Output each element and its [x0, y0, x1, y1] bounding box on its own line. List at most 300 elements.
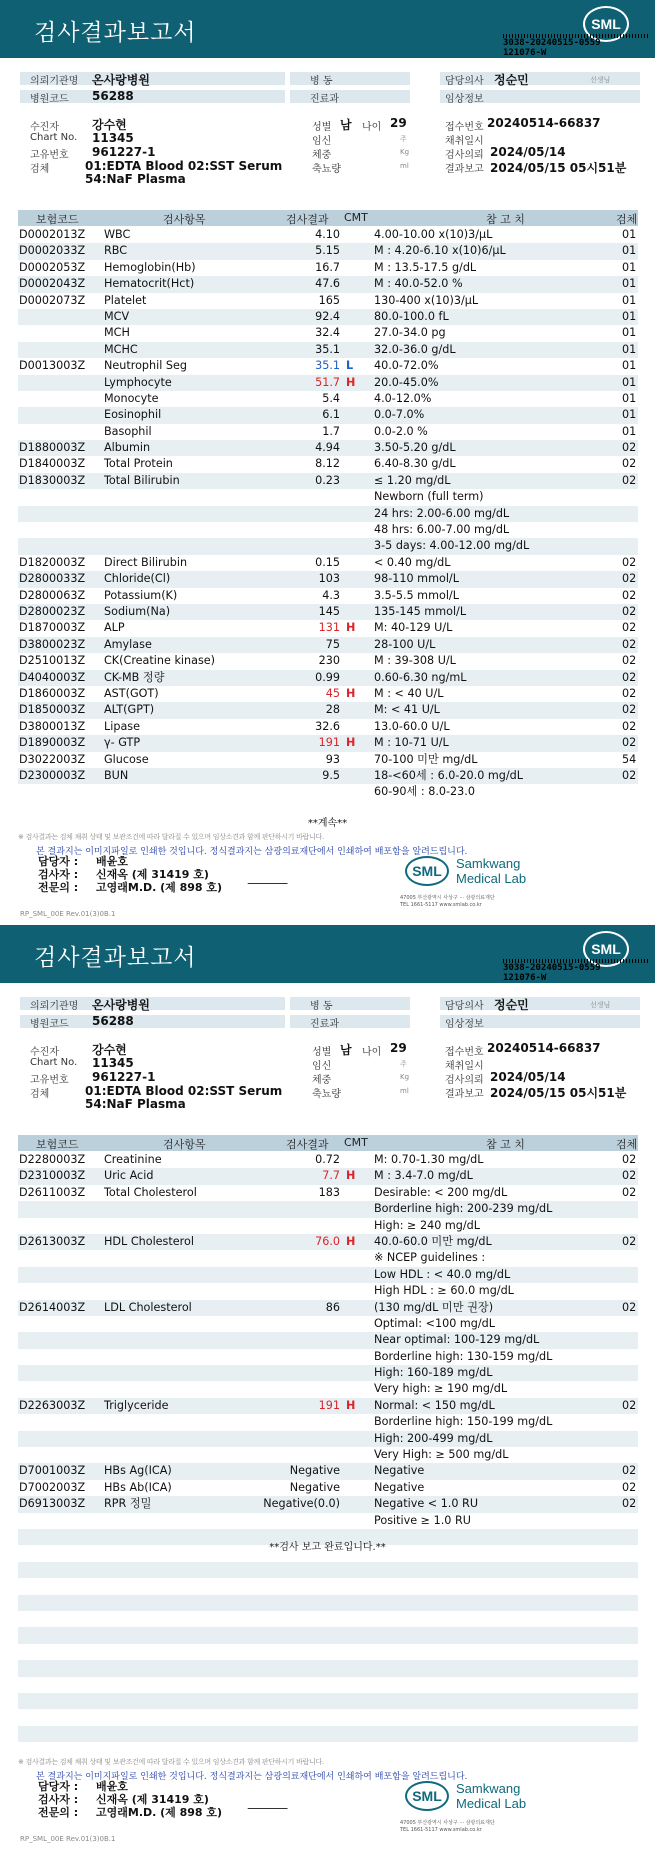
reference-range: M: < 41 U/L	[374, 703, 440, 717]
tester-name: 신재옥 (제 31419 호)	[96, 868, 209, 881]
reference-range: 28-100 U/L	[374, 637, 436, 651]
test-result: 7.7	[322, 1169, 340, 1183]
table-row	[18, 1693, 638, 1709]
sml-company-name: Samkwang Medical Lab	[456, 1781, 527, 1811]
test-name: WBC	[104, 228, 131, 241]
test-name: HBs Ag(ICA)	[104, 1464, 172, 1478]
table-row	[18, 1381, 638, 1397]
reference-range: Newborn (full term)	[374, 490, 484, 504]
result-flag: H	[346, 686, 356, 700]
specimen-code: 01	[622, 375, 637, 389]
test-code: D2263003Z	[19, 1398, 86, 1412]
specimen-code: 54	[622, 752, 637, 766]
request-label: 검사의뢰	[445, 150, 484, 161]
table-row	[18, 1463, 638, 1479]
reference-range: Negative	[374, 1464, 425, 1478]
test-result: Negative	[289, 1480, 340, 1494]
test-name: ALP	[104, 621, 125, 635]
reference-range: 70-100 미만 mg/dL	[374, 752, 478, 766]
reference-range: 40.0-72.0%	[374, 359, 439, 373]
table-row	[18, 735, 638, 751]
table-row	[18, 719, 638, 735]
reference-range: M : 40.0-52.0 %	[374, 277, 463, 291]
table-row	[18, 1332, 638, 1348]
reference-range: Borderline high: 130-159 mg/dL	[374, 1349, 553, 1363]
result-flag: H	[346, 375, 356, 389]
reference-range: M: 40-129 U/L	[374, 621, 453, 635]
test-name: LDL Cholesterol	[104, 1300, 192, 1314]
doctor-label: 담당의사	[445, 76, 484, 87]
test-code: D1870003Z	[19, 621, 86, 635]
test-name: Direct Bilirubin	[104, 555, 188, 569]
tester-name: 신재옥 (제 31419 호)	[96, 1793, 209, 1806]
specimen-code: 01	[622, 342, 637, 356]
specimen-line2: 54:NaF Plasma	[85, 172, 186, 186]
reference-range: High: 160-189 mg/dL	[374, 1366, 493, 1380]
test-result: 9.5	[322, 768, 340, 782]
request-value: 2024/05/14	[490, 145, 566, 159]
specimen-code: 02	[622, 1480, 637, 1494]
test-code: D0013003Z	[19, 359, 86, 373]
test-code: D0002053Z	[19, 260, 86, 274]
reference-range: 3.5-5.5 mmol/L	[374, 588, 459, 602]
table-row	[18, 637, 638, 653]
test-name: Monocyte	[104, 391, 159, 405]
specimen-code: 02	[622, 1398, 637, 1412]
table-row	[18, 407, 638, 423]
test-result: 93	[325, 752, 340, 766]
sml-footer-logo-icon: SML	[405, 856, 449, 886]
specimen-code: 01	[622, 391, 637, 405]
reference-range: M : 39-308 U/L	[374, 654, 456, 668]
institution-value: 온사랑병원	[92, 73, 150, 87]
revision-code: RP_SML_00E Rev.01(3)0B.1	[20, 910, 116, 918]
test-name: MCV	[104, 309, 130, 323]
reference-range: M : 4.20-6.10 x(10)6/µL	[374, 244, 506, 258]
test-result: 75	[325, 637, 340, 651]
report-title: 검사결과보고서	[34, 20, 197, 46]
specimen-code: 01	[622, 244, 637, 258]
table-row	[18, 1480, 638, 1496]
specialist-name: 고영래M.D. (제 898 호)	[96, 1806, 223, 1819]
specimen-code: 01	[622, 359, 637, 373]
test-result: 191	[318, 1398, 340, 1412]
test-result: 47.6	[315, 277, 340, 291]
specimen-label: 검체	[30, 164, 50, 175]
results-table-page-1	[18, 227, 638, 801]
specimen-code: 02	[622, 604, 637, 618]
table-row	[18, 1398, 638, 1414]
reference-range: M : 10-71 U/L	[374, 736, 449, 750]
reference-range: Negative < 1.0 RU	[374, 1497, 479, 1511]
test-name: MCH	[104, 326, 130, 340]
table-row	[18, 227, 638, 243]
reference-range: 20.0-45.0%	[374, 375, 439, 389]
test-code: D3022003Z	[19, 752, 86, 766]
specimen-line1: 01:EDTA Blood 02:SST Serum	[85, 159, 283, 173]
reference-range: Near optimal: 100-129 mg/dL	[374, 1333, 540, 1347]
test-code: D2611003Z	[19, 1185, 86, 1199]
test-code: D2280003Z	[19, 1153, 86, 1166]
report-page-2	[0, 925, 655, 1850]
receipt-value: 20240514-66837	[487, 116, 601, 130]
test-code: D0002033Z	[19, 244, 86, 258]
test-name: Sodium(Na)	[104, 604, 171, 618]
table-row	[18, 276, 638, 292]
specimen-code: 02	[622, 1497, 637, 1511]
specimen-code: 01	[622, 424, 637, 438]
table-row	[18, 620, 638, 636]
staff-name: 배윤호	[96, 855, 128, 868]
reference-range: Low HDL : < 40.0 mg/dL	[374, 1267, 511, 1281]
reference-range: 0.0-2.0 %	[374, 424, 428, 438]
reference-range: Very High: ≥ 500 mg/dL	[374, 1448, 509, 1462]
test-code: D2614003Z	[19, 1300, 86, 1314]
table-row	[18, 1627, 638, 1643]
test-result: 76.0	[315, 1234, 340, 1248]
results-table-header: 보험코드 검사항목 검사결과 CMT 참 고 치 검체	[18, 1135, 638, 1151]
signature-icon	[247, 1795, 292, 1809]
test-result: 0.72	[315, 1153, 340, 1166]
sml-address: 47005 부산광역시 사상구 ··· 삼광의료재단 TEL 1661-5117 www.smlab.co.kr	[400, 1820, 495, 1833]
test-code: D1830003Z	[19, 473, 86, 487]
test-result: 86	[325, 1300, 340, 1314]
collect-label: 채취일시	[445, 136, 484, 147]
reference-range: High HDL : ≥ 60.0 mg/dL	[374, 1284, 514, 1298]
test-code: D2613003Z	[19, 1234, 86, 1248]
test-name: Amylase	[104, 637, 152, 651]
test-name: Lymphocyte	[104, 375, 172, 389]
test-name: Albumin	[104, 441, 151, 455]
test-name: MCHC	[104, 342, 138, 356]
table-row	[18, 1562, 638, 1578]
doctor-value: 정순민	[494, 73, 529, 87]
reference-range: 27.0-34.0 pg	[374, 326, 446, 340]
id-value: 961227-1	[92, 1070, 156, 1084]
reference-range: 0.60-6.30 ng/mL	[374, 670, 467, 684]
patient-info-block: 의뢰기관명 온사랑병원 병 동 담당의사 정순민 선생님 병원코드 56288 진료과 임상정보 수진자 강수현 Chart No. 11345 고유번호 961227-1 검체 01:EDTA Blood 02:SST Serum 54:NaF Plasma 성별 남 나이 29 임신 주 체중 Kg 축뇨량 ml 접수번호 20240514-66837 채취일시 검사의뢰 2024/05/14 결과보고 2024/05/15 05시51분	[0, 72, 655, 192]
reference-range: 6.40-8.30 g/dL	[374, 457, 456, 471]
specimen-code: 02	[622, 457, 637, 471]
results-table-page-2	[18, 1152, 638, 1742]
reference-range: 48 hrs: 6.00-7.00 mg/dL	[374, 523, 510, 537]
reference-range: 4.0-12.0%	[374, 391, 432, 405]
table-row	[18, 522, 638, 538]
test-name: Basophil	[104, 424, 152, 438]
reference-range: Very high: ≥ 190 mg/dL	[374, 1382, 508, 1396]
table-row	[18, 1496, 638, 1512]
reference-range: M: 0.70-1.30 mg/dL	[374, 1153, 484, 1166]
report-value: 2024/05/15 05시51분	[490, 161, 627, 175]
specimen-code: 01	[622, 277, 637, 291]
pregnancy-label: 임신	[312, 136, 332, 147]
table-row	[18, 1709, 638, 1725]
test-name: Triglyceride	[104, 1398, 169, 1412]
specimen-code: 01	[622, 293, 637, 307]
specimen-code: 01	[622, 326, 637, 340]
table-row	[18, 424, 638, 440]
specimen-code: 02	[622, 637, 637, 651]
footer-fine-print: ※ 검사결과는 검체 채취 상태 및 보관조건에 따라 달라질 수 있으며 임상소견과 함께 판단하시기 바랍니다.	[18, 833, 324, 841]
test-result: 183	[318, 1185, 340, 1199]
document-number: 3038-20240515-0559 121076-W	[503, 963, 601, 983]
table-row	[18, 506, 638, 522]
reference-range: 98-110 mmol/L	[374, 572, 459, 586]
test-result: 0.99	[315, 670, 340, 684]
test-code: D2300003Z	[19, 768, 86, 782]
test-result: 5.15	[315, 244, 340, 258]
table-row	[18, 1218, 638, 1234]
table-row	[18, 391, 638, 407]
report-footer: ※ 검사결과는 검체 채취 상태 및 보관조건에 따라 달라질 수 있으며 임상소견과 함께 판단하시기 바랍니다. 본 결과지는 이미지파일로 인쇄한 것입니다. 정식결과지는 삼광의료재단에서 인쇄하여 배포함을 알려드립니다. 담당자 : 배윤호 검사자 : 신재옥 (제 31419 호) 전문의 : 고영래M.D. (제 898 호) SML Samkwang Medical Lab 47005 부산광역시 사상구 ··· 삼광의료재단 TEL 1661-5117 www.smlab.co.kr RP_SML_00E Rev.01(3)0B.1	[18, 1758, 527, 1843]
specimen-code: 02	[622, 719, 637, 733]
staff-name: 배윤호	[96, 1780, 128, 1793]
chart-value: 11345	[92, 1056, 134, 1070]
table-row	[18, 489, 638, 505]
table-row	[18, 1513, 638, 1529]
specimen-code: 01	[622, 309, 637, 323]
specimen-code: 02	[622, 588, 637, 602]
test-name: Glucose	[104, 752, 149, 766]
table-row	[18, 1267, 638, 1283]
test-code: D2310003Z	[19, 1169, 86, 1183]
test-result: 4.10	[315, 228, 340, 241]
specimen-code: 02	[622, 473, 637, 487]
test-result: 165	[318, 293, 340, 307]
reference-range: < 0.40 mg/dL	[374, 555, 451, 569]
test-name: γ- GTP	[104, 736, 141, 750]
test-name: ALT(GPT)	[104, 703, 155, 717]
test-name: Potassium(K)	[104, 588, 178, 602]
hospital-code-value: 56288	[92, 1014, 134, 1028]
specimen-code: 02	[622, 670, 637, 684]
test-result: 4.94	[315, 441, 340, 455]
specimen-code: 02	[622, 703, 637, 717]
specimen-code: 02	[622, 1234, 637, 1248]
test-result: 92.4	[315, 309, 340, 323]
test-code: D2800023Z	[19, 604, 86, 618]
end-note: **검사 보고 완료입니다.**	[269, 1542, 386, 1553]
test-result: 6.1	[322, 408, 340, 422]
test-result: 1.7	[322, 424, 340, 438]
revision-code: RP_SML_00E Rev.01(3)0B.1	[20, 1835, 116, 1843]
hospital-code-label: 병원코드	[30, 94, 69, 105]
table-row	[18, 1349, 638, 1365]
table-row	[18, 375, 638, 391]
test-name: CK-MB 정량	[104, 670, 165, 684]
institution-value: 온사랑병원	[92, 998, 150, 1012]
table-row	[18, 670, 638, 686]
test-name: Eosinophil	[104, 408, 162, 422]
test-result: 45	[325, 686, 340, 700]
specimen-code: 02	[622, 1464, 637, 1478]
sml-logo-icon: SML	[583, 931, 629, 967]
table-row	[18, 1644, 638, 1660]
reference-range: Borderline high: 200-239 mg/dL	[374, 1202, 553, 1216]
test-result: 28	[325, 703, 340, 717]
patient-value: 강수현	[92, 1043, 127, 1057]
clinical-label: 임상정보	[445, 94, 484, 105]
table-row	[18, 309, 638, 325]
test-name: Total Cholesterol	[104, 1185, 197, 1199]
reference-range: M : 3.4-7.0 mg/dL	[374, 1169, 473, 1183]
reference-range: Negative	[374, 1480, 425, 1494]
test-result: 35.1	[315, 342, 340, 356]
table-row	[18, 325, 638, 341]
test-result: 0.23	[315, 473, 340, 487]
table-row	[18, 604, 638, 620]
table-row	[18, 1726, 638, 1742]
test-result: 191	[318, 736, 340, 750]
test-code: D1850003Z	[19, 703, 86, 717]
result-flag: H	[346, 1398, 356, 1412]
reference-range: ≤ 1.20 mg/dL	[374, 473, 451, 487]
reference-range: 3.50-5.20 g/dL	[374, 441, 456, 455]
sex-value: 남	[340, 118, 352, 132]
test-result: 32.4	[315, 326, 340, 340]
table-row	[18, 260, 638, 276]
table-row	[18, 1300, 638, 1316]
specimen-code: 02	[622, 1169, 637, 1183]
table-row	[18, 1677, 638, 1693]
reference-range: M : < 40 U/L	[374, 686, 444, 700]
reference-range: 13.0-60.0 U/L	[374, 719, 450, 733]
footer-notice: 본 결과지는 이미지파일로 인쇄한 것입니다. 정식결과지는 삼광의료재단에서 인쇄하여 배포함을 알려드립니다.	[36, 847, 468, 857]
sml-company-name: Samkwang Medical Lab	[456, 856, 527, 886]
signature-icon	[247, 870, 292, 884]
test-code: D1820003Z	[19, 555, 86, 569]
specialist-name: 고영래M.D. (제 898 호)	[96, 881, 223, 894]
reference-range: (130 mg/dL 미만 권장)	[374, 1300, 494, 1314]
specimen-code: 01	[622, 228, 637, 241]
test-name: Lipase	[104, 719, 141, 733]
chart-label: Chart No.	[30, 132, 78, 143]
test-result: 0.15	[315, 555, 340, 569]
reference-range: M : 13.5-17.5 g/dL	[374, 260, 477, 274]
reference-range: 18-<60세 : 6.0-20.0 mg/dL	[374, 768, 523, 782]
specimen-code: 02	[622, 621, 637, 635]
reference-range: Borderline high: 150-199 mg/dL	[374, 1415, 553, 1429]
table-row	[18, 538, 638, 554]
specimen-code: 02	[622, 441, 637, 455]
test-name: Total Bilirubin	[104, 473, 180, 487]
result-flag: H	[346, 1169, 356, 1183]
test-name: HDL Cholesterol	[104, 1234, 194, 1248]
table-row	[18, 1234, 638, 1250]
table-row	[18, 243, 638, 259]
test-code: D7001003Z	[19, 1464, 86, 1478]
specimen-code: 01	[622, 408, 637, 422]
report-header	[0, 925, 655, 983]
doctor-suffix: 선생님	[590, 76, 611, 84]
table-row	[18, 1578, 638, 1594]
table-row	[18, 1414, 638, 1430]
table-row	[18, 1595, 638, 1611]
reference-range: High: ≥ 240 mg/dL	[374, 1218, 480, 1232]
table-row	[18, 1431, 638, 1447]
test-result: 8.12	[315, 457, 340, 471]
reference-range: 4.00-10.00 x(10)3/µL	[374, 228, 493, 241]
specimen-code: 02	[622, 1153, 637, 1166]
test-code: D0002013Z	[19, 228, 86, 241]
test-name: BUN	[104, 768, 129, 782]
table-row	[18, 1250, 638, 1266]
results-table-header: 보험코드 검사항목 검사결과 CMT 참 고 치 검체	[18, 210, 638, 226]
ward-label: 병 동	[310, 76, 333, 87]
test-code: D4040003Z	[19, 670, 86, 684]
test-code: D1860003Z	[19, 686, 86, 700]
test-result: Negative	[289, 1464, 340, 1478]
sml-address: 47005 부산광역시 사상구 ··· 삼광의료재단 TEL 1661-5117 www.smlab.co.kr	[400, 895, 495, 908]
table-row	[18, 1152, 638, 1168]
test-code: D2800033Z	[19, 572, 86, 586]
table-row	[18, 555, 638, 571]
urine-label: 축뇨량	[312, 164, 341, 175]
sml-footer-logo-icon: SML	[405, 1781, 449, 1811]
result-flag: L	[346, 359, 354, 373]
report-label: 결과보고	[445, 164, 484, 175]
patient-label: 수진자	[30, 122, 59, 133]
test-name: Hemoglobin(Hb)	[104, 260, 196, 274]
test-code: D2800063Z	[19, 588, 86, 602]
test-name: CK(Creatine kinase)	[104, 654, 216, 668]
test-code: D0002043Z	[19, 277, 86, 291]
doctor-value: 정순민	[494, 998, 529, 1012]
sml-logo-icon: SML	[583, 6, 629, 42]
id-label: 고유번호	[30, 150, 69, 161]
footer-fine-print: ※ 검사결과는 검체 채취 상태 및 보관조건에 따라 달라질 수 있으며 임상소견과 함께 판단하시기 바랍니다.	[18, 1758, 324, 1766]
test-name: Chloride(Cl)	[104, 572, 171, 586]
test-result: 103	[318, 572, 340, 586]
specimen-code: 02	[622, 768, 637, 782]
reference-range: Normal: < 150 mg/dL	[374, 1398, 495, 1412]
continue-note: **계속**	[307, 818, 348, 829]
table-row	[18, 752, 638, 768]
test-code: D1880003Z	[19, 441, 86, 455]
reference-range: 0.0-7.0%	[374, 408, 425, 422]
test-name: HBs Ab(ICA)	[104, 1480, 172, 1494]
table-row	[18, 473, 638, 489]
specimen-code: 01	[622, 260, 637, 274]
test-name: RPR 정밀	[104, 1497, 152, 1511]
id-value: 961227-1	[92, 145, 156, 159]
test-name: Platelet	[104, 293, 147, 307]
result-flag: H	[346, 736, 356, 750]
reference-range: 24 hrs: 2.00-6.00 mg/dL	[374, 506, 510, 520]
test-name: Uric Acid	[104, 1169, 154, 1183]
weight-label: 체중	[312, 150, 332, 161]
test-name: Total Protein	[104, 457, 173, 471]
table-row	[18, 1283, 638, 1299]
report-header	[0, 0, 655, 58]
test-code: D2510013Z	[19, 654, 86, 668]
dept-label: 진료과	[310, 94, 339, 105]
chart-value: 11345	[92, 131, 134, 145]
reference-range: High: 200-499 mg/dL	[374, 1431, 493, 1445]
table-row	[18, 293, 638, 309]
table-row	[18, 686, 638, 702]
test-result: 5.4	[322, 391, 340, 405]
age-value: 29	[390, 116, 407, 130]
report-title: 검사결과보고서	[34, 945, 197, 971]
test-result: 145	[318, 604, 340, 618]
test-code: D3800023Z	[19, 637, 86, 651]
patient-info-block: 의뢰기관명 온사랑병원 병 동 담당의사 정순민 선생님 병원코드 56288 진료과 임상정보 수진자 강수현 Chart No. 11345 고유번호 961227-1 검체 01:EDTA Blood 02:SST Serum 54:NaF Plasma 성별 남 나이 29 임신 주 체중 Kg 축뇨량 ml 접수번호 20240514-66837 채취일시 검사의뢰 2024/05/14 결과보고 2024/05/15 05시51분	[0, 997, 655, 1117]
test-code: D3800013Z	[19, 719, 86, 733]
specimen-code: 02	[622, 686, 637, 700]
test-name: Creatinine	[104, 1153, 162, 1166]
specimen-code: 02	[622, 736, 637, 750]
